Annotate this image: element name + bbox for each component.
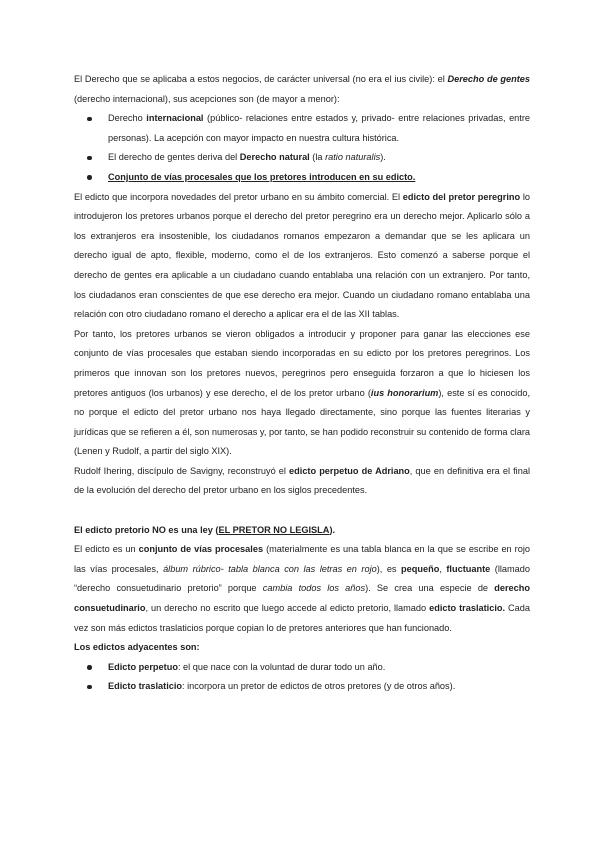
list-item: Edicto perpetuo: el que nace con la voluntad de durar todo un año.	[74, 658, 530, 678]
list-item: El derecho de gentes deriva del Derecho natural (la ratio naturalis).	[74, 148, 530, 168]
bullet-icon	[87, 117, 92, 122]
paragraph-ihering: Rudolf Ihering, discípulo de Savigny, reconstruyó el edicto perpetuo de Adriano, que en definitiva era el final de la evolución del derecho del pretor urbano en los siglos precedentes.	[74, 465, 530, 496]
paragraph-pretores-urbanos: Por tanto, los pretores urbanos se vieron obligados a introducir y proponer para ganar las elecciones ese conjunto de vías procesales que estaban siendo incorporadas en su edicto por los pretores peregrinos. Los primeros que innovan son los pretores nuevos, peregrinos pero enseguida forzaron a que lo hiciesen los pretores antiguos (los urbanos) y ese derecho, el de los pretor urbano (ius honorarium), este sí es conocido, no porque el edicto del pretor urbano nos haya llegado directamente, sino porque las fuentes literarias y jurídicas que se refieren a él, son numerosas y, por tanto, se han podido reconstruir su contenido de forma clara (Lenen y Rudolf, a partir del siglo XIX).	[74, 328, 530, 457]
paragraph-edicto-pretor-peregrino: El edicto que incorpora novedades del pretor urbano en su ámbito comercial. El edicto del pretor peregrino lo introdujeron los pretores urbanos porque el derecho del pretor peregrino era un derecho mejor. Aplicarlo sólo a los extranjeros era insostenible, los ciudadanos romanos empezaron a demandar que se les aplicara un derecho igual de apto, flexible, moderno, como el de los extranjeros. Esto comenzó a saberse porque el derecho de gentes era aplicable a un ciudadano cuando entablaba una relación con un extranjero. Por tanto, los ciudadanos eran conscientes de que ese derecho era mejor. Cuando un ciudadano romano entablaba una relación con otro ciudadano romano el derecho a aplicar era el de las XII tablas.	[74, 191, 530, 320]
document-page	[74, 70, 530, 697]
bullet-icon	[87, 175, 92, 180]
edictos-list	[74, 658, 530, 697]
list-item: Edicto traslaticio: incorpora un pretor de edictos de otros pretores (y de otros años).	[74, 677, 530, 697]
spacer	[74, 501, 530, 521]
list-item: Conjunto de vías procesales que los pretores introducen en su edicto.	[74, 168, 530, 188]
bullet-icon	[87, 665, 92, 670]
bullet-icon	[87, 156, 92, 161]
paragraph-edicto-definicion: El edicto es un conjunto de vías procesales (materialmente es una tabla blanca en la que se escribe en rojo las vías procesales, álbum rúbrico- tabla blanca con las letras en rojo), es pequeño, fluctuante (llamado “derecho consuetudinario pretorio” porque cambia todos los años). Se crea una especie de derecho consuetudinario, un derecho no escrito que luego accede al edicto pretorio, llamado edicto traslaticio. Cada vez son más edictos traslaticios porque copian lo de pretores anteriores que han funcionado.	[74, 544, 530, 633]
list-item: Derecho internacional (público- relaciones entre estados y, privado- entre relaciones privadas, entre personas). La acepción con mayor impacto en nuestra cultura histórica.	[74, 109, 530, 148]
bullet-icon	[87, 685, 92, 690]
section-heading: El edicto pretorio NO es una ley (EL PRETOR NO LEGISLA).	[74, 524, 336, 535]
acepciones-list	[74, 109, 530, 187]
subheading-edictos-adyacentes: Los edictos adyacentes son:	[74, 642, 200, 653]
paragraph-derecho-de-gentes: El Derecho que se aplicaba a estos negocios, de carácter universal (no era el ius civile): el Derecho de gentes (derecho internacional), sus acepciones son (de mayor a menor):	[74, 74, 531, 104]
